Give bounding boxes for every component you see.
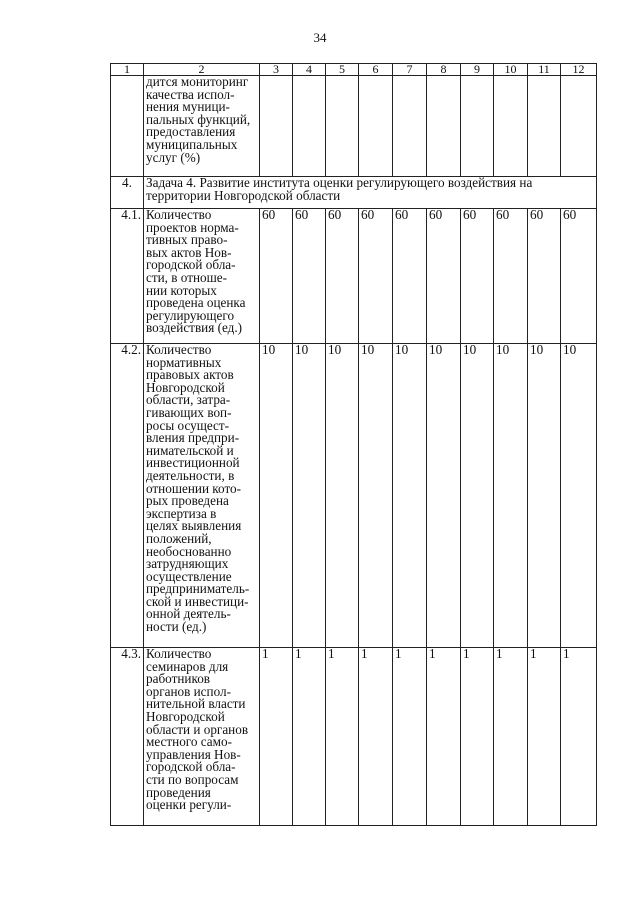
value-cell: 1: [461, 648, 494, 826]
page-number: 34: [313, 30, 327, 45]
indicator-text-cell: Количество нормативных правовых актов Новгородской области, затра- гивающих воп- росы осущест- вления предпри- нимательской и инвестиционной деятельности, в отношении кото- рых проведена экспертиза в целях выявления положений, необоснованно затрудняющих осуществление предприниматель- ской и инвестици- онной деятель- ности (ед.): [144, 344, 260, 648]
value-cell: 10: [326, 344, 359, 648]
value-cell: 60: [494, 209, 528, 344]
table-row: [111, 209, 597, 344]
header-cell: 9: [461, 64, 494, 76]
value-cell: 60: [427, 209, 461, 344]
value-cell: 60: [461, 209, 494, 344]
header-cell: 2: [144, 64, 260, 76]
table-row: [111, 344, 597, 648]
task-row: [111, 177, 597, 209]
header-cell: 7: [393, 64, 427, 76]
header-cell: 12: [561, 64, 597, 76]
value-cell: 60: [561, 209, 597, 344]
value-cell: 10: [528, 344, 561, 648]
header-cell: 11: [528, 64, 561, 76]
header-cell: 1: [111, 64, 144, 76]
value-cell: 1: [293, 648, 326, 826]
value-cell: 10: [359, 344, 393, 648]
continuation-row: [111, 76, 597, 177]
row-number-cell: 4.1.: [111, 209, 144, 344]
indicators-table: [110, 63, 597, 826]
indicator-text-cell: Количество проектов норма- тивных право- вых актов Нов- городской обла- сти, в отноше- нии которых проведена оценка регулирующего воздействия (ед.): [144, 209, 260, 344]
value-cell: 1: [528, 648, 561, 826]
value-cell: 10: [461, 344, 494, 648]
value-cell: 60: [260, 209, 293, 344]
row-number-cell: 4.2.: [111, 344, 144, 648]
header-cell: 4: [293, 64, 326, 76]
indicator-text-cell: дится мониторинг качества испол- нения муници- пальных функций, предоставления муниципальных услуг (%): [144, 76, 260, 177]
value-cell: 10: [427, 344, 461, 648]
header-cell: 10: [494, 64, 528, 76]
indicator-text-cell: Количество семинаров для работников органов испол- нительной власти Новгородской области и органов местного само- управления Нов- городской обла- сти по вопросам проведения оценки регули-: [144, 648, 260, 826]
value-cell: 60: [293, 209, 326, 344]
header-cell: 5: [326, 64, 359, 76]
value-cell: 60: [359, 209, 393, 344]
table-row: [111, 648, 597, 826]
value-cell: 1: [393, 648, 427, 826]
value-cell: 60: [528, 209, 561, 344]
task-number: 4.: [111, 177, 144, 209]
task-title: Задача 4. Развитие института оценки регулирующего воздействия на территории Новгородской области: [144, 177, 597, 209]
value-cell: 10: [494, 344, 528, 648]
value-cell: 1: [427, 648, 461, 826]
header-row: [111, 64, 597, 76]
value-cell: 1: [494, 648, 528, 826]
value-cell: 1: [260, 648, 293, 826]
header-cell: 6: [359, 64, 393, 76]
header-cell: 3: [260, 64, 293, 76]
value-cell: 10: [260, 344, 293, 648]
value-cell: 60: [326, 209, 359, 344]
row-number-cell: 4.3.: [111, 648, 144, 826]
value-cell: 10: [293, 344, 326, 648]
value-cell: 60: [393, 209, 427, 344]
value-cell: 1: [359, 648, 393, 826]
header-cell: 8: [427, 64, 461, 76]
value-cell: 10: [393, 344, 427, 648]
row-number-cell: [111, 76, 144, 177]
value-cell: 1: [326, 648, 359, 826]
value-cell: 1: [561, 648, 597, 826]
value-cell: 10: [561, 344, 597, 648]
